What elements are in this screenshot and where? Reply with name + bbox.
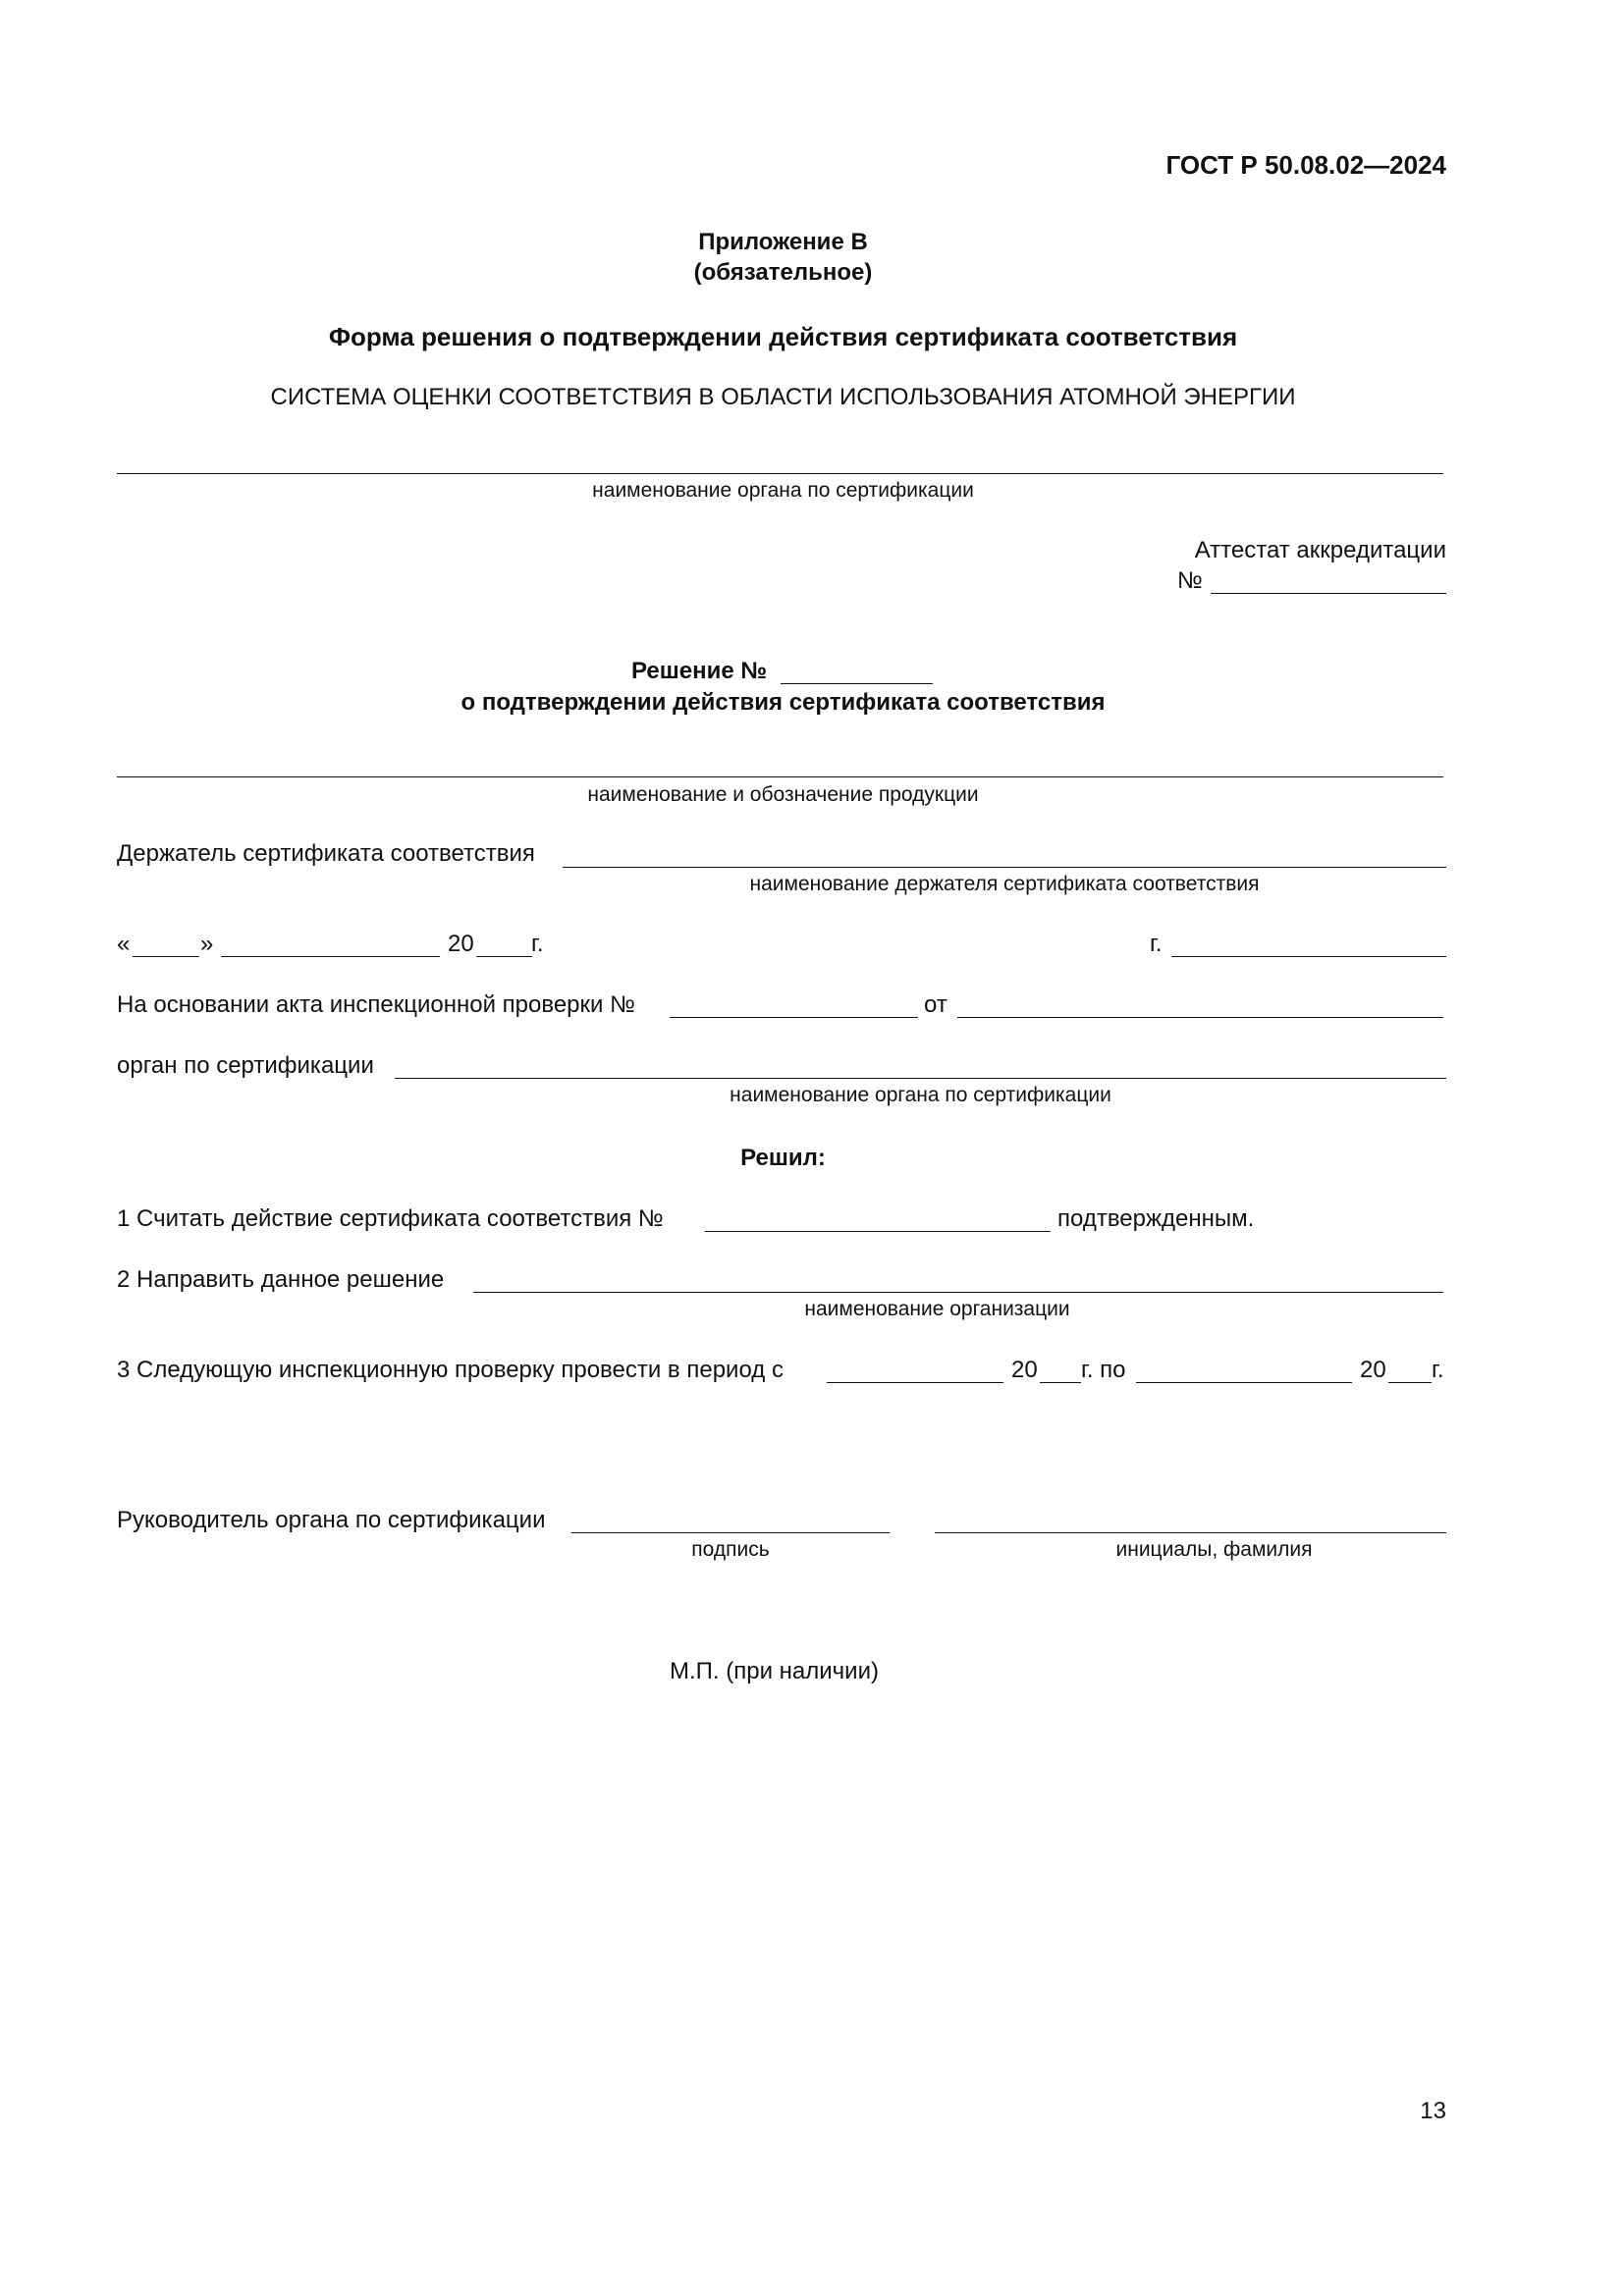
name-line [935,1532,1446,1533]
item3-year1-prefix: 20 [1011,1357,1038,1383]
page-number: 13 [1420,2098,1446,2124]
item2-line [473,1292,1443,1293]
item3-year2-prefix: 20 [1360,1357,1386,1383]
item1-suffix: подтвержденным. [1057,1205,1255,1232]
date-day-line [133,956,199,957]
item3-mid-text: г. по [1081,1357,1126,1383]
date-month-line [221,956,440,957]
basis-number-line [670,1017,918,1018]
document-code: ГОСТ Р 50.08.02—2024 [1165,150,1446,180]
basis-from-label: от [924,991,947,1018]
decision-subtitle: о подтверждении действия сертификата соответствия [460,689,1106,716]
holder-line [563,867,1446,868]
body-line [395,1078,1446,1079]
basis-label: На основании акта инспекционной проверки № [117,991,635,1018]
appendix-title: Приложение В [698,229,868,255]
item3-start-line [827,1382,1003,1383]
product-line [117,776,1443,777]
stamp-label: М.П. (при наличии) [670,1658,879,1684]
product-caption: наименование и обозначение продукции [587,783,979,806]
body-label: орган по сертификации [117,1052,374,1079]
city-prefix: г. [1150,931,1163,957]
signature-line [571,1532,890,1533]
city-line [1171,956,1446,957]
date-year-line [476,956,532,957]
decision-title: Решение № [631,658,768,684]
body-caption: наименование органа по сертификации [730,1084,1111,1106]
item3-year1-line [1040,1382,1081,1383]
holder-label: Держатель сертификата соответствия [117,840,535,867]
system-name: СИСТЕМА ОЦЕНКИ СООТВЕТСТВИЯ В ОБЛАСТИ ИСПОЛЬЗОВАНИЯ АТОМНОЙ ЭНЕРГИИ [270,384,1296,410]
name-caption: инициалы, фамилия [1115,1538,1313,1561]
cert-body-line [117,473,1443,474]
item1-number-line [705,1231,1051,1232]
accreditation-number-line [1211,593,1446,594]
decision-number-line [781,683,933,684]
accreditation-label: Аттестат аккредитации [1194,537,1446,563]
cert-body-caption: наименование органа по сертификации [592,479,974,502]
appendix-status: (обязательное) [693,259,873,286]
date-quote-open: « [117,931,131,957]
item3-year2-line [1388,1382,1432,1383]
resolved-heading: Решил: [740,1145,826,1171]
date-year-suffix: г. [531,931,544,957]
item3-end-text: г. [1432,1357,1444,1383]
date-quote-close: » [200,931,214,957]
basis-date-line [957,1017,1443,1018]
item2-caption: наименование организации [804,1298,1070,1320]
item1-text: 1 Считать действие сертификата соответствия № [117,1205,664,1232]
accreditation-number-label: № [1177,567,1203,594]
item3-text: 3 Следующую инспекционную проверку провести в период с [117,1357,784,1383]
holder-caption: наименование держателя сертификата соответствия [749,873,1260,895]
date-year-prefix: 20 [448,931,474,957]
signature-label: Руководитель органа по сертификации [117,1507,546,1533]
item2-text: 2 Направить данное решение [117,1266,445,1293]
form-title: Форма решения о подтверждении действия сертификата соответствия [328,322,1238,351]
signature-caption: подпись [691,1538,770,1561]
item3-end-line [1136,1382,1352,1383]
